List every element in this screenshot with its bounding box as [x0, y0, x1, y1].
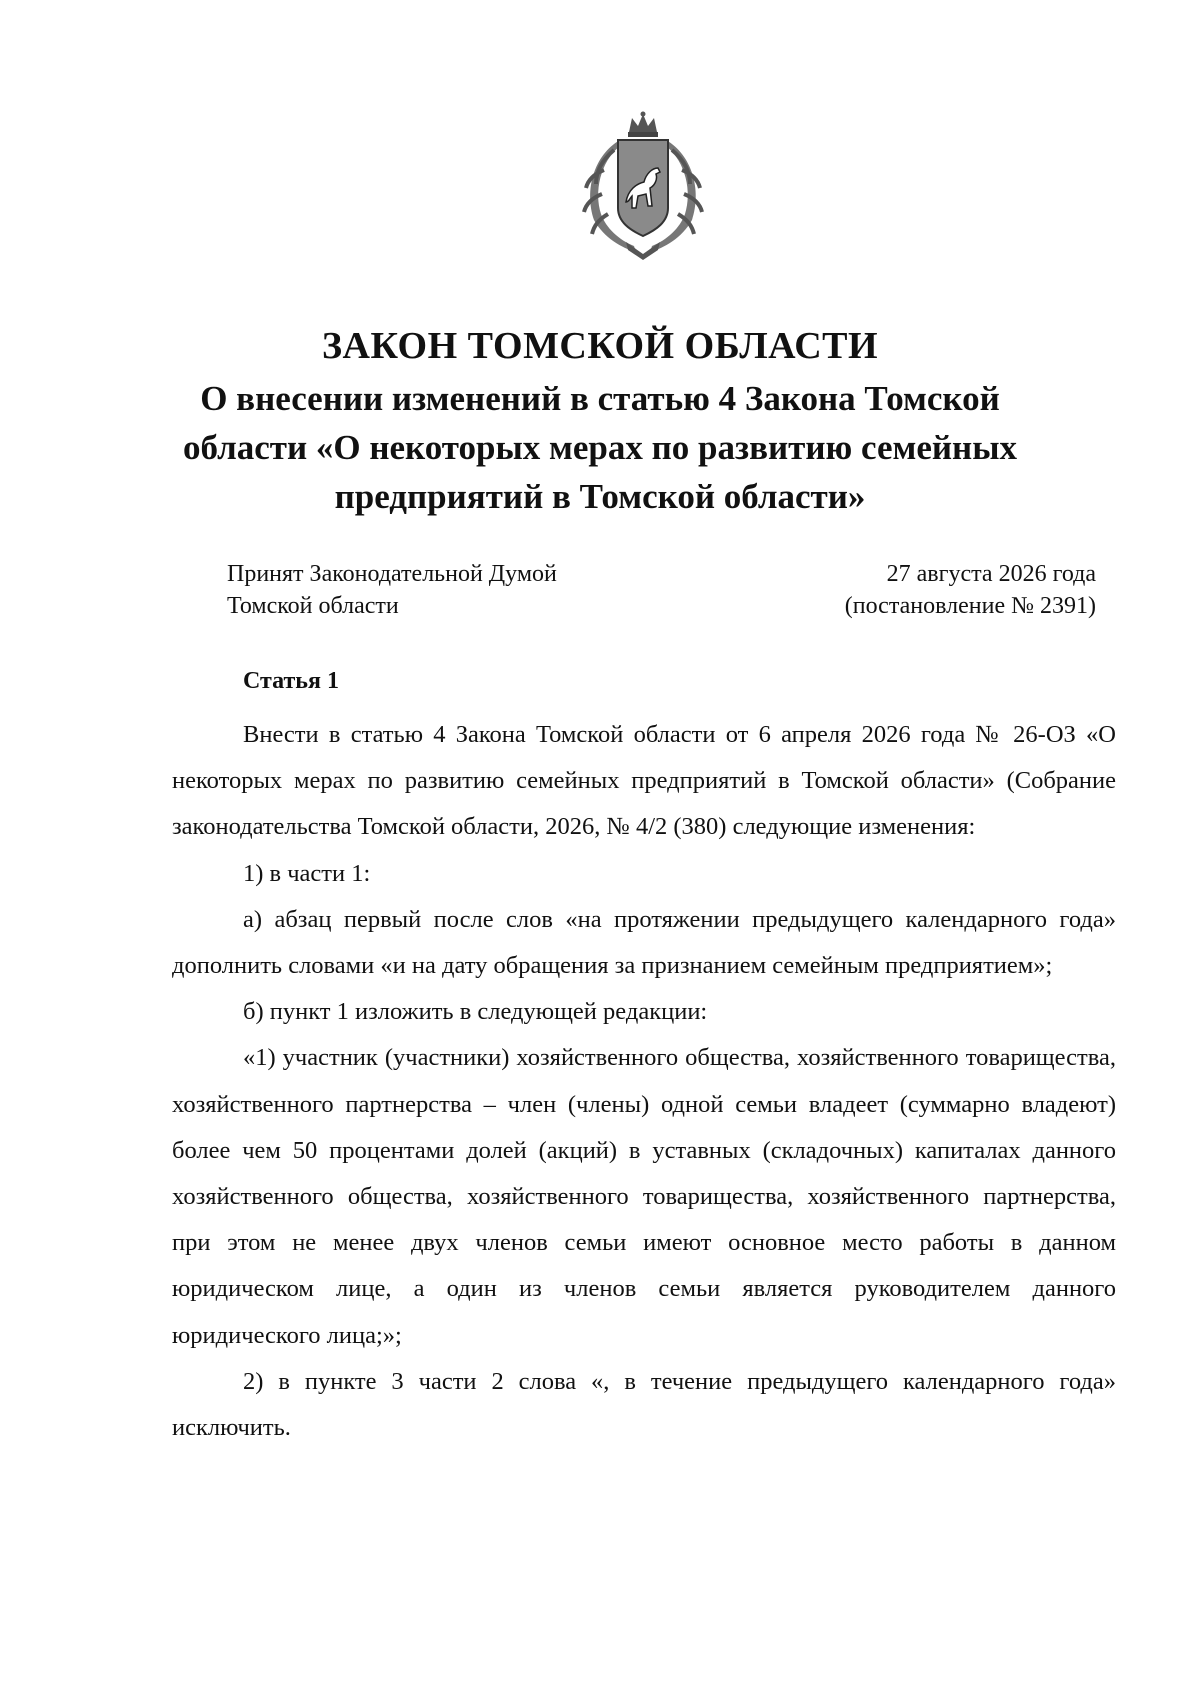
paragraph: 2) в пункте 3 части 2 слова «, в течение предыдущего календарного года» исключить.: [172, 1367, 1116, 1442]
law-subtitle: О внесении изменений в статью 4 Закона Томской области «О некоторых мерах по развитию семейных предприятий в Томской области»: [182, 379, 1018, 516]
paragraph: Внести в статью 4 Закона Томской области от 6 апреля 2026 года № 26-ОЗ «О некоторых мерах по развитию семейных предприятий в Томской области» (Собрание законодательства Томской области, 2026, № 4/2 (380) следующие изменения:: [172, 721, 1116, 841]
resolution-number: (постановление № 2391): [844, 593, 1096, 619]
article-body: [172, 712, 1116, 1451]
adoption-date-block: [845, 558, 1096, 622]
paragraph: «1) участник (участники) хозяйственного общества, хозяйственного товарищества, хозяйственного партнерства – член (члены) одной семьи владеет (суммарно владеют) более чем 50 процентами долей (акций) в уставных (складочных) капиталах данного хозяйственного общества, хозяйственного товарищества, хозяйственного партнерства, при этом не менее двух членов семьи имеют основное место работы в данном юридическом лице, а один из членов семьи является руководителем данного юридического лица;»;: [172, 1044, 1116, 1349]
adopted-by: [227, 558, 557, 622]
adoption-date: 27 августа 2026 года: [886, 561, 1096, 587]
adopted-by-line2: Томской области: [227, 593, 399, 619]
paragraph: 1) в части 1:: [243, 859, 371, 887]
adoption-info: [227, 558, 1096, 622]
law-title: ЗАКОН ТОМСКОЙ ОБЛАСТИ: [321, 325, 879, 367]
paragraph: а) абзац первый после слов «на протяжении предыдущего календарного года» дополнить словами «и на дату обращения за признанием семейным предприятием»;: [172, 905, 1116, 980]
title-block: [150, 322, 1050, 521]
adopted-by-line1: Принят Законодательной Думой: [227, 561, 557, 587]
tomsk-oblast-coat-of-arms-icon: [574, 110, 712, 260]
article-heading: Статья 1: [243, 668, 339, 694]
paragraph: б) пункт 1 изложить в следующей редакции:: [243, 998, 708, 1026]
